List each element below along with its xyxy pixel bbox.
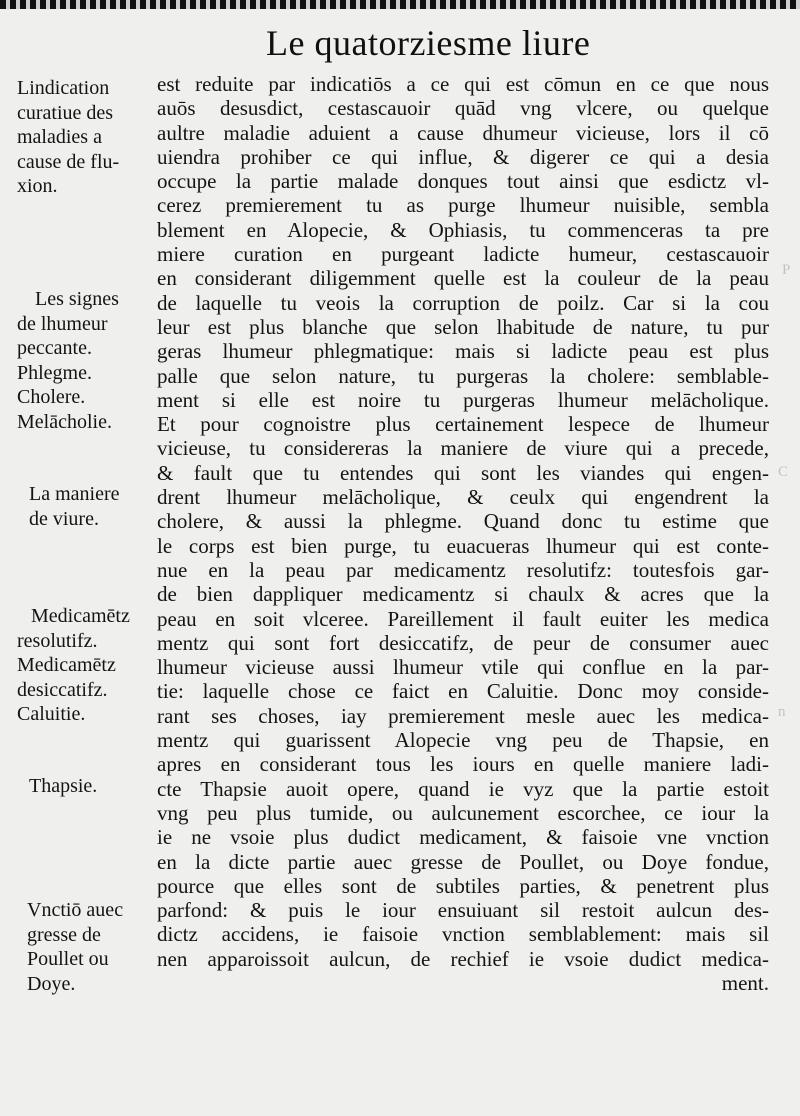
margin-line: Caluitie. <box>17 703 86 725</box>
text-line: aultre maladie aduient a cause dhumeur vicieuse, lors il cō <box>157 120 769 145</box>
text-line: est reduite par indicatiōs a ce qui est cōmun en ce que nous <box>157 72 769 96</box>
margin-note-indication <box>17 76 119 199</box>
margin-line: Lindication <box>17 77 110 99</box>
margin-line: Vnctiō auec <box>27 899 124 921</box>
margin-line: Cholere. <box>17 386 86 408</box>
show-through-2: C <box>778 464 789 480</box>
text-line: mentz qui guarissent Alopecie vng peu de Thapsie, en <box>157 728 769 753</box>
text-line: Et pour cognoistre plus certainement lespece de lhumeur <box>157 412 769 437</box>
page-top-edge <box>0 0 800 9</box>
text-line: en considerant diligemment quelle est la couleur de la peau <box>157 266 769 291</box>
margin-line: gresse de <box>27 923 101 946</box>
margin-line: Poullet ou <box>27 948 109 970</box>
text-line: en la dicte partie auec gresse de Poullet, ou Doye fondue, <box>157 849 769 874</box>
text-line: mentz qui sont fort desiccatifz, de peur de consumer auec <box>157 630 769 655</box>
text-line: le corps est bien purge, tu euacueras lhumeur qui est conte- <box>157 533 769 558</box>
margin-line: maladies a <box>17 126 102 148</box>
margin-line: curatiue des <box>17 101 114 124</box>
margin-line: resolutifz. <box>17 629 98 652</box>
text-line: parfond: & puis le iour ensuiuant sil restoit aulcun des- <box>157 898 769 923</box>
text-line: rant ses choses, iay premierement mesle auec les medica- <box>157 703 769 728</box>
text-line: apres en considerant tous les iours en quelle maniere ladi- <box>157 752 769 777</box>
page-heading: Le quatorziesme liure <box>266 23 591 63</box>
margin-note-vnction <box>17 898 123 996</box>
text-line: tie: laquelle chose ce faict en Caluitie. Donc moy conside- <box>157 679 769 704</box>
text-line: leur est plus blanche que selon lhabitude de nature, tu pur <box>157 314 769 339</box>
margin-line: Phlegme. <box>17 361 92 384</box>
text-line: ment si elle est noire tu purgeras lhumeur melācholique. <box>157 387 769 412</box>
text-line: geras lhumeur phlegmatique: mais si ladicte peau est plus <box>157 339 769 364</box>
margin-note-medicaments <box>17 604 130 727</box>
margin-note-maniere <box>17 482 120 531</box>
text-line: nen apparoissoit aulcun, de rechief ie vsoie dudict medica- <box>157 946 769 971</box>
margin-line: Doye. <box>27 972 76 995</box>
margin-line: Thapsie. <box>29 775 98 797</box>
margin-line: cause de flu- <box>17 150 120 173</box>
text-line: ie ne vsoie plus dudict medicament, & faisoie vne vnction <box>157 825 769 850</box>
text-line: nue en la peau par medicamentz resolutifz: toutesfois gar- <box>157 557 769 582</box>
text-line: lhumeur vicieuse aussi lhumeur vtile qui conflue en la par- <box>157 655 769 680</box>
margin-line: Medicamētz <box>31 605 130 627</box>
text-line: de laquelle tu veois la corruption de poilz. Car si la cou <box>157 290 769 315</box>
margin-line: xion. <box>17 175 58 197</box>
text-line: dictz accidens, ie faisoie vnction semblablement: mais sil <box>157 922 769 947</box>
text-line: occupe la partie malade donques tout ainsi que esdictz vl- <box>157 169 769 194</box>
margin-line: Les signes <box>35 288 119 310</box>
text-line: vng peu plus tumide, ou aulcunement escorchee, ce iour la <box>157 800 769 825</box>
margin-line: La maniere <box>29 483 120 505</box>
show-through-3: n <box>778 704 786 720</box>
text-line: vicieuse, tu considereras la maniere de viure qui a precede, <box>157 436 769 461</box>
text-line: cholere, & aussi la phlegme. Quand donc tu estime que <box>157 509 769 534</box>
text-line: blement en Alopecie, & Ophiasis, tu commenceras ta pre <box>157 217 769 242</box>
body-text <box>157 72 769 995</box>
show-through-1: P <box>782 262 791 278</box>
margin-line: de lhumeur <box>17 312 108 335</box>
margin-line: Medicamētz <box>17 654 116 676</box>
text-line: ment. <box>721 970 769 995</box>
margin-line: de viure. <box>29 507 99 530</box>
text-line: auōs desusdict, cestascauoir quād vng vlcere, ou quelque <box>157 96 769 121</box>
text-line: de bien dappliquer medicamentz si chaulx & acres que la <box>157 582 769 607</box>
text-line: cerez premierement tu as purge lhumeur nuisible, sembla <box>157 193 769 218</box>
text-line: peau en soit vlceree. Pareillement il fault euiter les medica <box>157 606 769 631</box>
margin-line: Melācholie. <box>17 410 112 433</box>
margin-note-thapsie <box>17 774 97 799</box>
margin-line: desiccatifz. <box>17 678 108 701</box>
text-line: drent lhumeur melācholique, & ceulx qui engendrent la <box>157 485 769 510</box>
margin-note-signes <box>17 287 119 434</box>
text-line: pource que elles sont de subtiles parties, & penetrent plus <box>157 873 769 898</box>
text-line: miere curation en purgeant ladicte humeur, cestascauoir <box>157 242 769 267</box>
text-line: & fault que tu entendes qui sont les viandes qui engen- <box>157 460 769 485</box>
margin-line: peccante. <box>17 337 92 359</box>
text-line: palle que selon nature, tu purgeras la cholere: semblable- <box>157 363 769 388</box>
text-line: cte Thapsie auoit opere, quand ie vyz que la partie estoit <box>157 776 769 801</box>
text-line: uiendra prohiber ce qui influe, & digerer ce qui a desia <box>157 144 769 169</box>
